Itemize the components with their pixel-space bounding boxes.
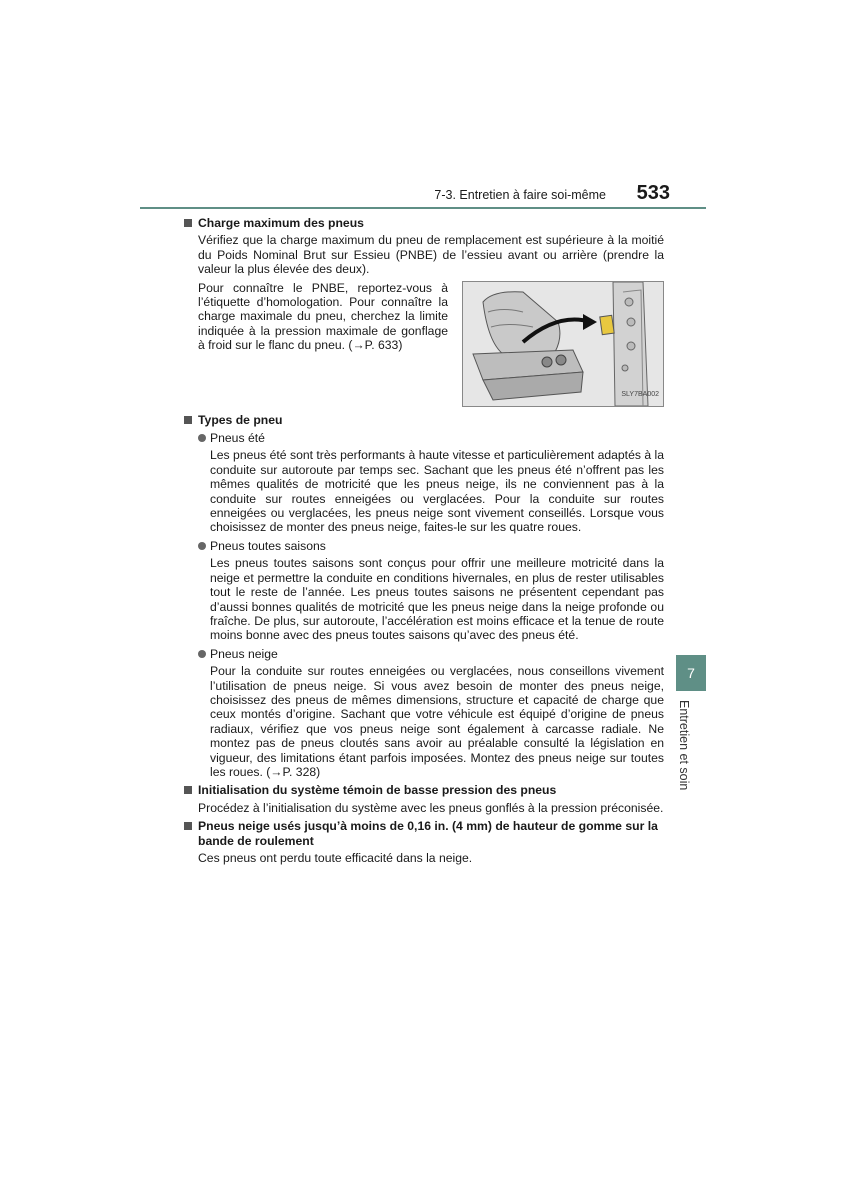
init-paragraph: Procédez à l’initialisation du système avec les pneus gonflés à la pression préconisée. bbox=[198, 800, 664, 815]
figure-row bbox=[198, 281, 664, 405]
section-title-charge: Charge maximum des pneus bbox=[184, 216, 664, 230]
pnbe-paragraph: Pour connaître le PNBE, reportez-vous à l’étiquette d’homologation. Pour connaître la charge maximale du pneu, cherchez la limite indiquée à la pression maximale de gonflage à froid sur le flanc du pneu. (→P. 633) bbox=[198, 280, 448, 353]
bullet-pneus-toutes-saisons: Pneus toutes saisons bbox=[198, 539, 664, 553]
header-rule bbox=[140, 207, 706, 209]
chapter-title: 7-3. Entretien à faire soi-même bbox=[434, 188, 606, 202]
round-bullet-icon bbox=[198, 434, 206, 442]
square-bullet-icon bbox=[184, 822, 192, 830]
main-content bbox=[184, 216, 664, 865]
section-title-init: Initialisation du système témoin de basse pression des pneus bbox=[184, 783, 664, 797]
page-number: 533 bbox=[636, 182, 670, 204]
bullet-pneus-ete: Pneus été bbox=[198, 431, 664, 445]
charge-paragraph: Vérifiez que la charge maximum du pneu de remplacement est supérieure à la moitié du Poids Nominal Brut sur Essieu (PNBE) de l’essieu avant ou arrière (prendre la valeur la plus élevée des deux). bbox=[198, 233, 664, 277]
pneus-ete-paragraph: Les pneus été sont très performants à haute vitesse et particulièrement adaptés à la conduite sur autoroute par temps sec. Sachant que les pneus été n’offrent pas les mêmes qualités de motricité que les pneus neige, ils ne conviennent pas à la conduite sur routes enneigées ou verglacées. Pour la conduite sur routes enneigées ou verglacées, les pneus neige sont vivement conseillés. Lorsque vous choisissez de monter des pneus neige, faites-le sur les quatre roues. bbox=[210, 448, 664, 535]
uses-paragraph: Ces pneus ont perdu toute efficacité dans la neige. bbox=[198, 851, 473, 865]
section-title-types: Types de pneu bbox=[184, 413, 664, 427]
page-header bbox=[140, 182, 706, 208]
pneus-toutes-saisons-paragraph: Les pneus toutes saisons sont conçus pour offrir une meilleure motricité dans la neige et permettre la conduite en conditions hivernales, en plus de rester utilisables tout le reste de l’année. Les pneus toutes saisons ne présentent cependant pas d’aussi bonnes qualités de motricité que les pneus neige dans la neige profonde ou fraîche. De plus, sur autoroute, l’accélération est moins efficace et la tenue de route moins bonne avec des pneus toutes saisons qu’avec des pneus été. bbox=[210, 556, 664, 643]
figure-code: SLY7BA002 bbox=[621, 391, 659, 399]
round-bullet-icon bbox=[198, 542, 206, 550]
round-bullet-icon bbox=[198, 650, 206, 658]
pneus-neige-paragraph: Pour la conduite sur routes enneigées ou verglacées, nous conseillons vivement l’utilisation de pneus neige. Si vous avez besoin de monter des pneus neige, choisissez des pneus de mêmes dimensions, structure et capacité de charge que ceux montés d’origine. Sachant que votre véhicule est équipé d’origine de pneus radiaux, vérifiez que vos pneus neige sont également à carcasse radiale. Ne montez pas de pneus cloutés sans avoir au préalable consulté la législation en vigueur, des limitations étant parfois imposées. Montez des pneus neige sur toutes les roues. (→P. 328) bbox=[210, 664, 664, 779]
chapter-side-label: Entretien et soin bbox=[677, 700, 691, 791]
bullet-pneus-neige: Pneus neige bbox=[198, 647, 664, 661]
chapter-tab: 7 bbox=[676, 655, 706, 691]
seat-illustration-icon bbox=[463, 282, 663, 406]
square-bullet-icon bbox=[184, 786, 192, 794]
square-bullet-icon bbox=[184, 219, 192, 227]
section-title-uses: Pneus neige usés jusqu’à moins de 0,16 in. (4 mm) de hauteur de gomme sur la bande de roulement bbox=[184, 819, 664, 848]
door-pillar-label-figure bbox=[462, 281, 664, 407]
square-bullet-icon bbox=[184, 416, 192, 424]
